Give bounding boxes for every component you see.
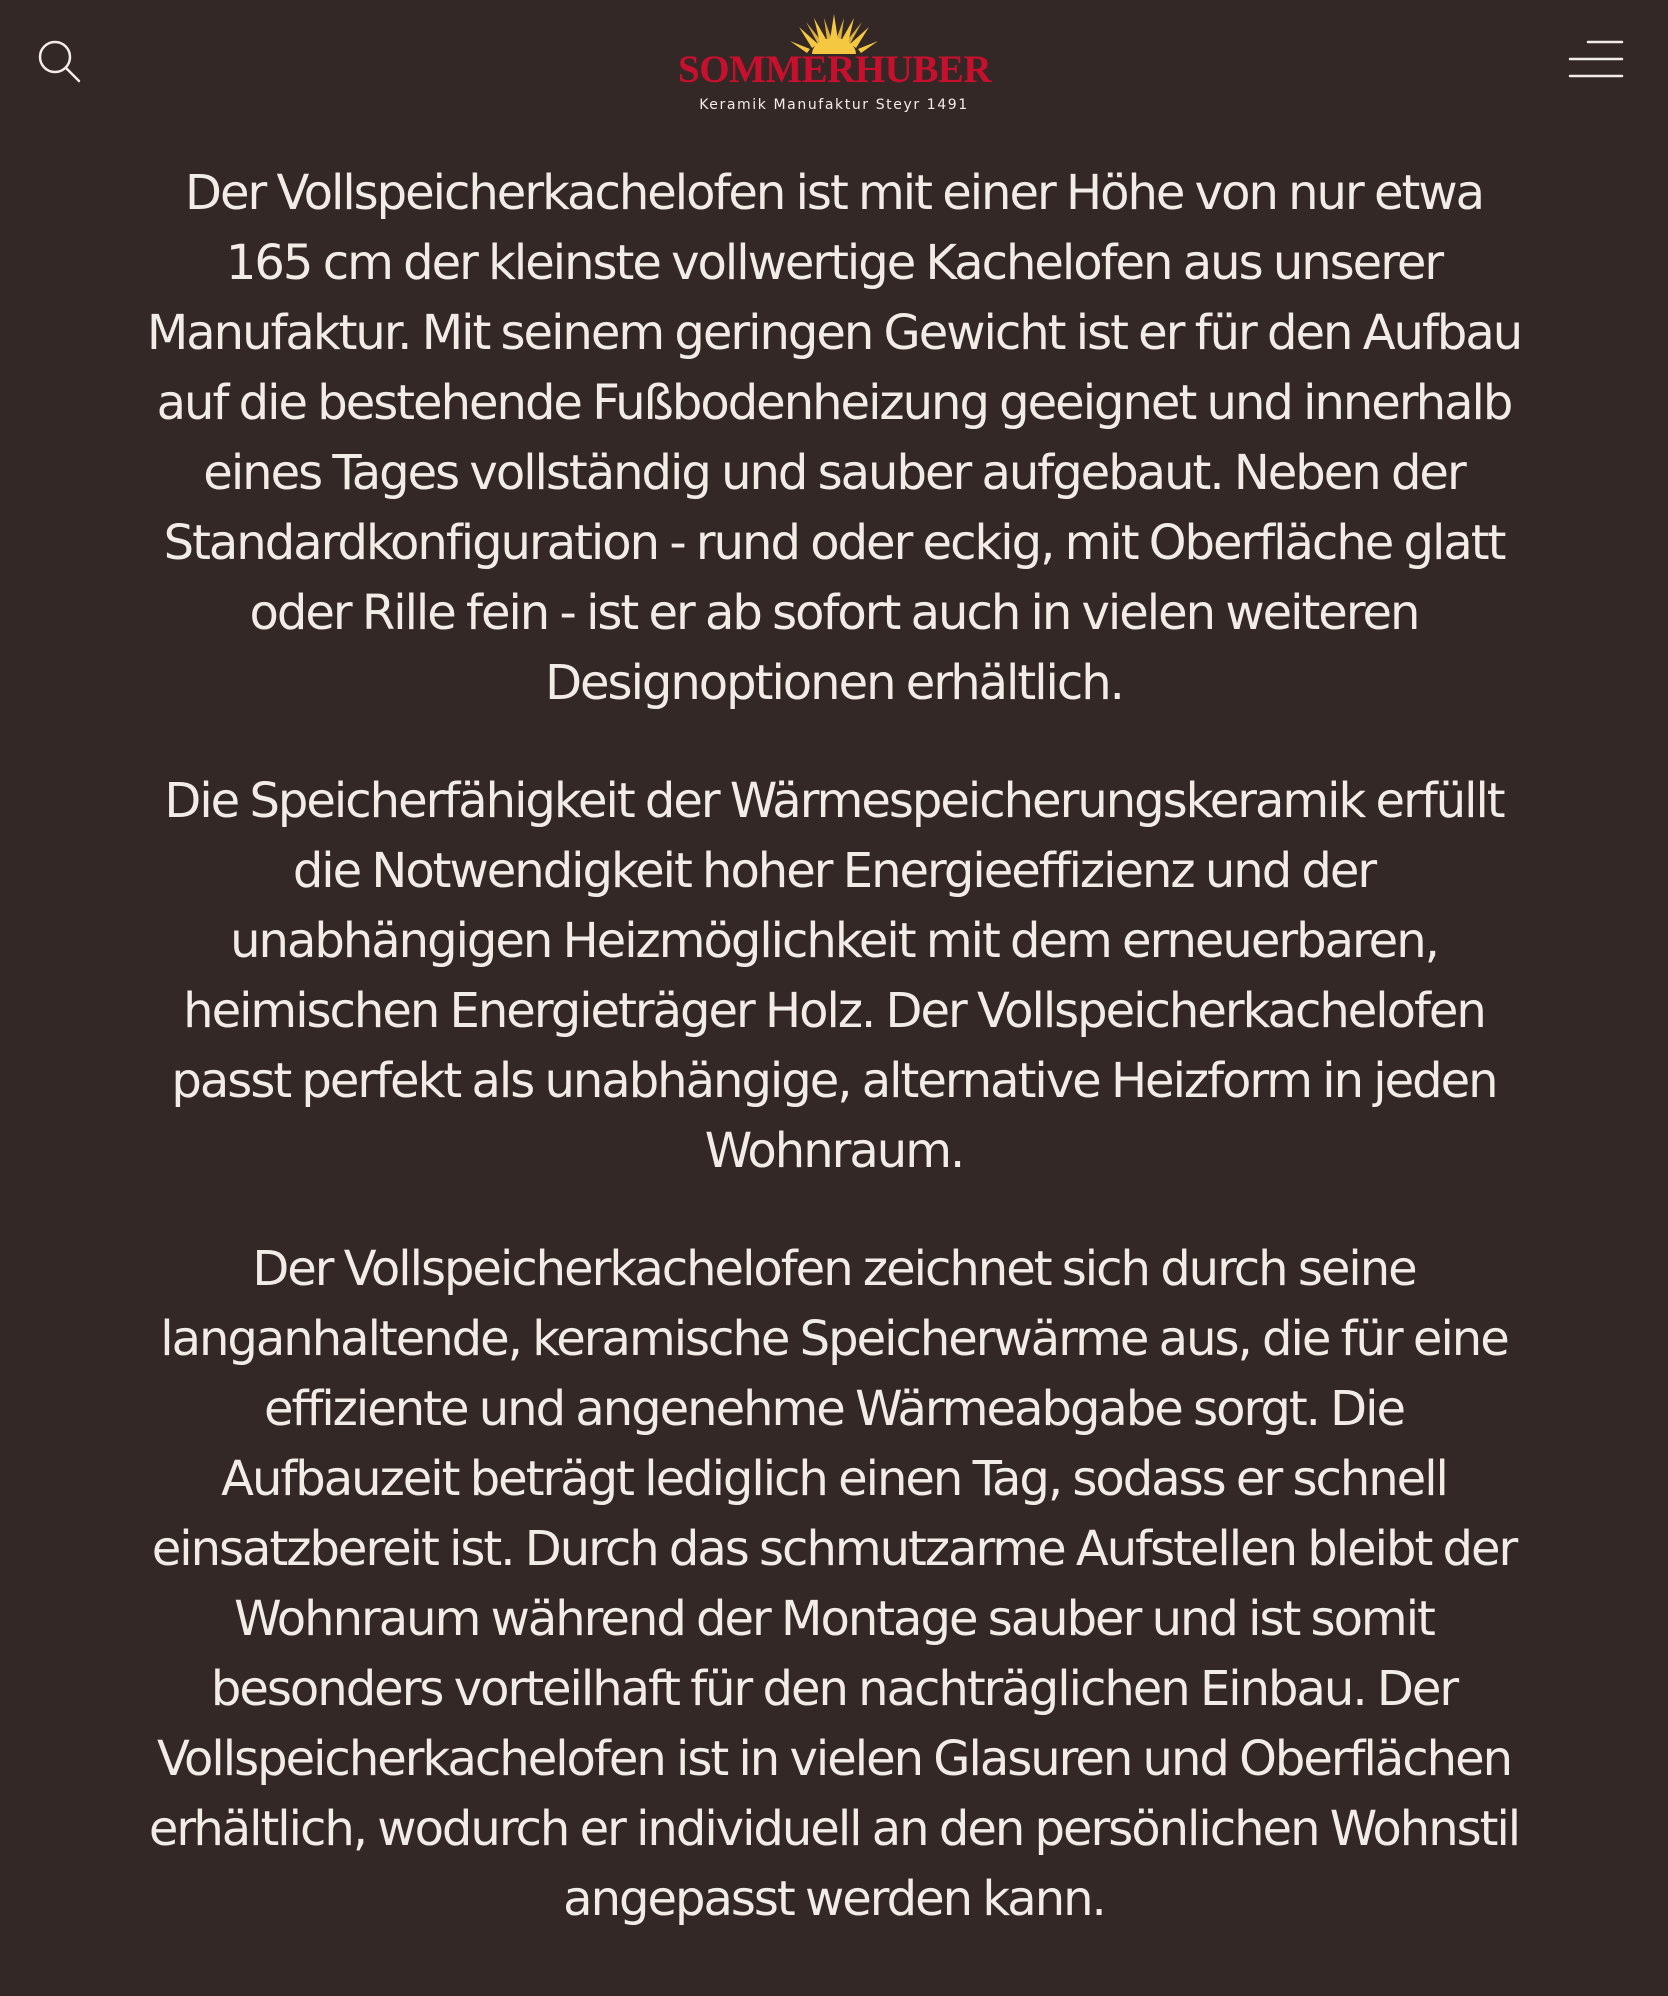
logo-tagline: Keramik Manufaktur Steyr 1491 (699, 97, 969, 113)
search-button[interactable] (34, 36, 84, 86)
main-content (140, 158, 1528, 1982)
brand-logo[interactable] (678, 10, 992, 113)
efficiency-paragraph: Die Speicherfähigkeit der Wärmespeicherungskeramik erfüllt die Notwendigkeit hoher Energieeffizienz und der unabhängigen Heizmöglichkeit mit dem erneuerbaren, heimischen Energieträger Holz. Der Vollspeicherkachelofen passt perfekt als unabhängige, alternative Heizform in jeden Wohnraum. (164, 773, 1504, 1179)
search-icon (34, 36, 84, 86)
menu-icon (1568, 38, 1624, 84)
features-paragraph: Der Vollspeicherkachelofen zeichnet sich durch seine langanhaltende, keramische Speicherwärme aus, die für eine effiziente und angenehme Wärmeabgabe sorgt. Die Aufbauzeit beträgt lediglich einen Tag, sodass er schnell einsatzbereit ist. Durch das schmutzarme Aufstellen bleibt der Wohnraum während der Montage sauber und ist somit besonders vorteilhaft für den nachträglichen Einbau. Der Vollspeicherkachelofen ist in vielen Glasuren und Oberflächen erhältlich, wodurch er individuell an den persönlichen Wohnstil angepasst werden kann. (148, 1241, 1520, 1927)
menu-button[interactable] (1568, 38, 1624, 84)
site-header (0, 0, 1668, 125)
logo-wordmark: SOMMERHUBER (678, 48, 992, 91)
intro-paragraph: Der Vollspeicherkachelofen ist mit einer Höhe von nur etwa 165 cm der kleinste vollwertige Kachelofen aus unserer Manufaktur. Mit seinem geringen Gewicht ist er für den Aufbau auf die bestehende Fußbodenheizung geeignet und innerhalb eines Tages vollständig und sauber aufgebaut. Neben der Standardkonfiguration - rund oder eckig, mit Oberfläche glatt oder Rille fein - ist er ab sofort auch in vielen weiteren Designoptionen erhältlich. (146, 165, 1522, 711)
